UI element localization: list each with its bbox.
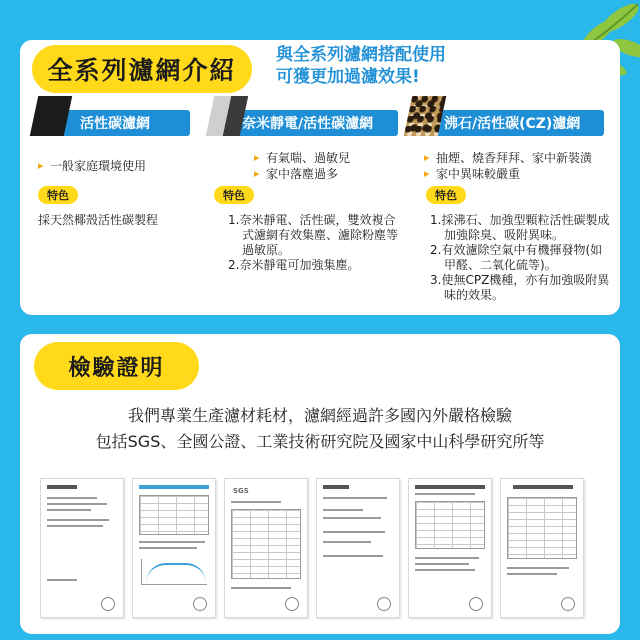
certificate-2: [132, 478, 216, 618]
feature-list: [38, 213, 208, 228]
tagline-line-2: 可獲更加過濾效果!: [276, 67, 420, 87]
tagline-line-1: 與全系列濾網搭配使用: [276, 45, 446, 65]
feature-item: 2.奈米靜電可加強集塵。: [228, 258, 360, 272]
feature-badge: 特色: [426, 186, 466, 204]
certificate-gallery: [40, 478, 600, 628]
cert-description-line-2: 包括SGS、全國公證、工業技術研究院及國家中山科學研究所等: [95, 432, 545, 451]
feature-item: 1.採沸石、加強型顆粒活性碳製成加強除臭、吸附異味。: [430, 213, 610, 242]
usage-list: [424, 150, 592, 182]
feature-item: 採天然椰殼活性碳製程: [38, 213, 159, 227]
feature-badge: 特色: [38, 186, 78, 204]
certificate-1: [40, 478, 124, 618]
usage-item: ▸ 抽煙、燒香拜拜、家中新裝潢: [424, 150, 592, 166]
tagline: [276, 44, 446, 88]
feature-badge: 特色: [214, 186, 254, 204]
certificate-5: [408, 478, 492, 618]
usage-item: ▸ 有氣喘、過敏兒: [254, 150, 350, 166]
section-title-filters: 全系列濾網介紹: [32, 45, 252, 93]
certificate-sgs: [224, 478, 308, 618]
filter-name: 奈米靜電/活性碳濾網: [242, 116, 374, 132]
feature-item: 2.有效濾除空氣中有機揮發物(如甲醛、二氧化硫等)。: [430, 243, 603, 272]
certificate-6: [500, 478, 584, 618]
usage-item: ▸ 一般家庭環境使用: [38, 158, 146, 174]
usage-item: ▸ 家中落塵過多: [254, 166, 350, 182]
usage-list: [254, 150, 350, 182]
feature-item: 3.使無CPZ機種，亦有加強吸附異味的效果。: [430, 273, 610, 302]
section-title-certification: 檢驗證明: [34, 342, 199, 390]
filter-name: 活性碳濾網: [80, 116, 150, 132]
feature-item: 1.奈米靜電、活性碳，雙效複合式濾網有效集塵、濾除粉塵等過敏原。: [228, 213, 399, 257]
feature-list: [228, 213, 400, 273]
feature-list: [430, 213, 610, 303]
usage-item: ▸ 家中異味較嚴重: [424, 166, 592, 182]
usage-list: [38, 158, 146, 174]
cert-description-line-1: 我們專業生產濾材耗材，濾網經過許多國內外嚴格檢驗: [127, 406, 512, 425]
filter-name: 沸石/活性碳(CZ)濾網: [444, 116, 581, 132]
certificate-4: [316, 478, 400, 618]
sgs-logo-icon: SGS: [233, 487, 249, 495]
